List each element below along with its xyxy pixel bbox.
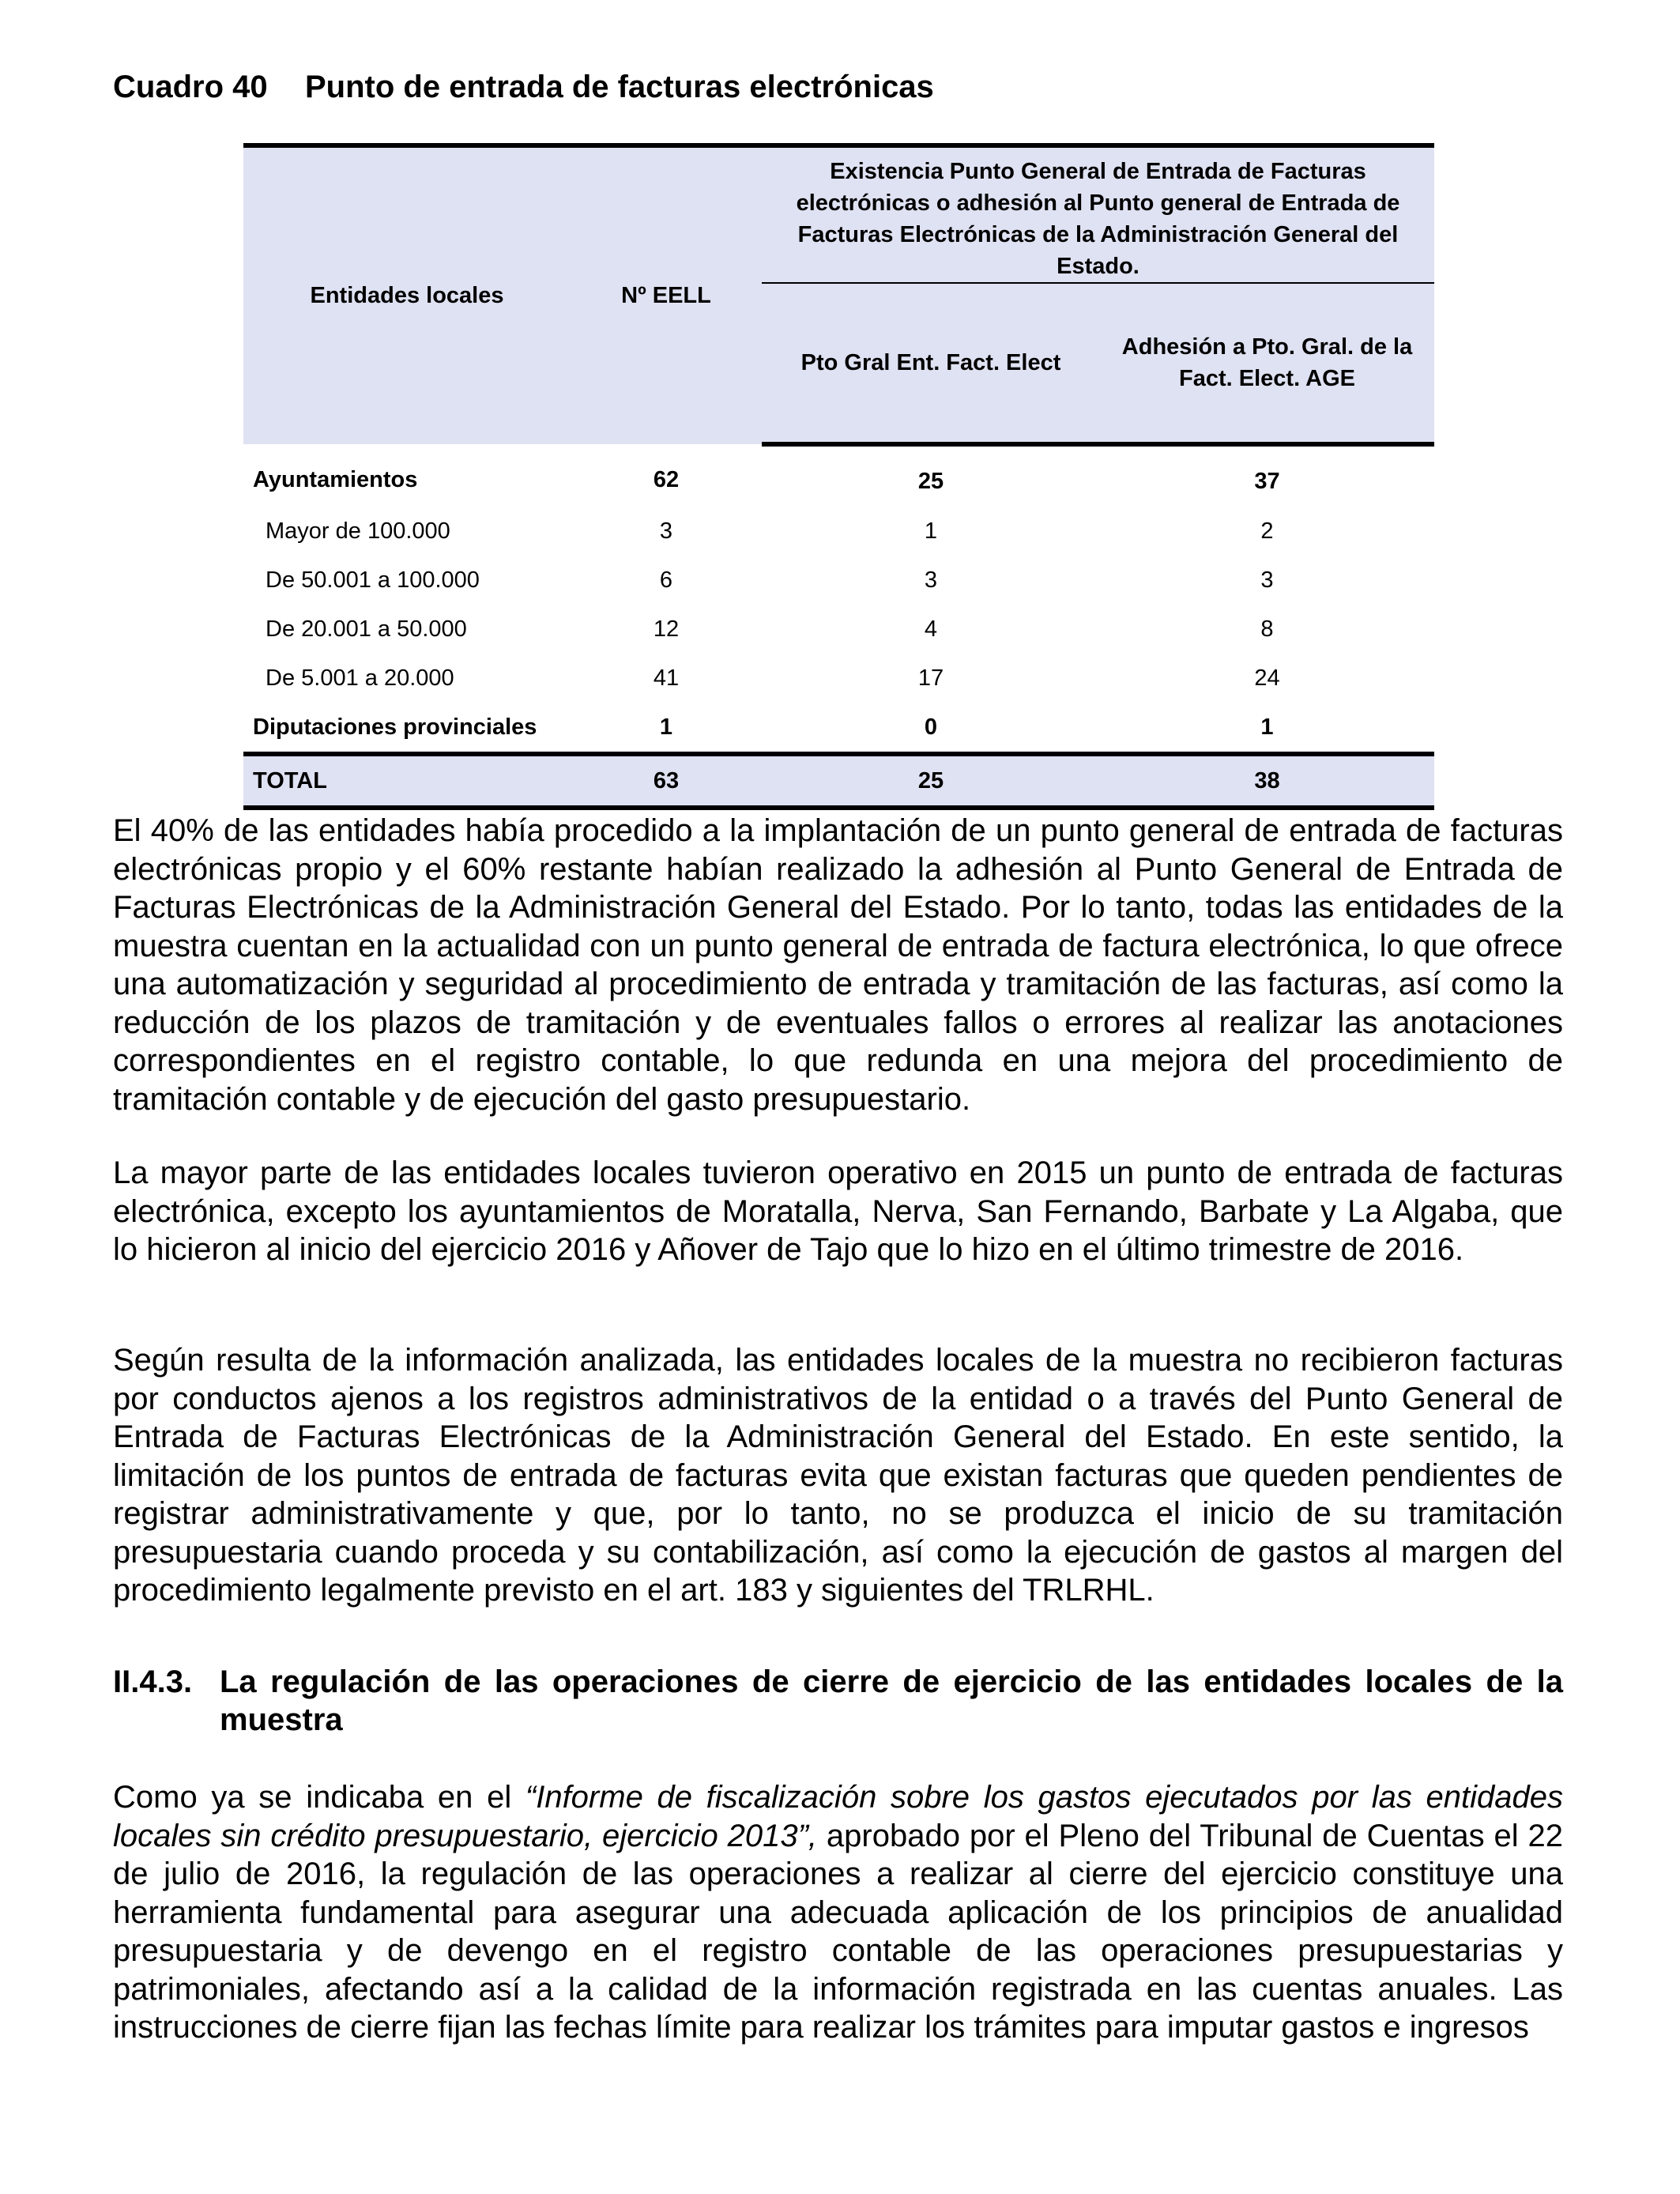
- cell-adh: 2: [1260, 518, 1274, 544]
- row-label: Mayor de 100.000: [266, 518, 450, 544]
- paragraph-cierre: [113, 1778, 1563, 2047]
- total-label: TOTAL: [243, 754, 571, 808]
- cell-n: 41: [653, 665, 680, 691]
- cell-n: 12: [653, 616, 680, 642]
- row-label: De 20.001 a 50.000: [266, 616, 467, 642]
- section-heading: [113, 1663, 1563, 1739]
- table-row: [243, 605, 1434, 654]
- cell-adh: 1: [1260, 714, 1274, 740]
- paragraph-operativo-2015: La mayor parte de las entidades locales tuvieron operativo en 2015 un punto de entrada de facturas electrónica, excepto los ayuntamientos de Moratalla, Nerva, San Fernando, Barbate y La Algaba, que lo hicieron al inicio del ejercicio 2016 y Añover de Tajo que lo hizo en el último trimestre de 2016.: [113, 1155, 1563, 1267]
- cell-n: 62: [653, 467, 680, 492]
- caption-title: Punto de entrada de facturas electrónicas: [305, 70, 934, 104]
- cell-pto: 4: [924, 616, 938, 642]
- cell-pto: 3: [924, 567, 938, 593]
- total-row: [243, 754, 1434, 808]
- row-label: Diputaciones provinciales: [253, 714, 537, 740]
- paragraph-registros: Según resulta de la información analizada, las entidades locales de la muestra no recibieron facturas por conductos ajenos a los registros administrativos de la entidad o a través del Punto General de Entrada de Facturas Electrónicas de la Administración General del Estado. En este sentido, la limitación de los puntos de entrada de facturas evita que existan facturas que queden pendientes de registrar administrativamente y que, por lo tanto, no se produzca el inicio de su tramitación presupuestaria cuando proceda y su contabilización, así como la ejecución de gastos al margen del procedimiento legalmente previsto en el art. 183 y siguientes del TRLRHL.: [113, 1343, 1563, 1608]
- section-number: II.4.3.: [113, 1664, 193, 1699]
- table-row: [243, 556, 1434, 605]
- cell-adh: 24: [1254, 665, 1280, 691]
- total-pto: 25: [762, 754, 1100, 808]
- caption-number: Cuadro 40: [113, 70, 268, 104]
- cell-pto: 17: [917, 665, 944, 691]
- row-label: De 50.001 a 100.000: [266, 567, 480, 593]
- header-adhesion: Adhesión a Pto. Gral. de la Fact. Elect. AGE: [1100, 283, 1434, 444]
- row-label: De 5.001 a 20.000: [266, 665, 454, 691]
- header-entidades: Entidades locales: [243, 145, 571, 444]
- cell-adh: 3: [1260, 567, 1274, 593]
- paragraph-cierre-start: Como ya se indicaba en el: [113, 1780, 525, 1815]
- header-pto-gral: Pto Gral Ent. Fact. Elect: [762, 283, 1100, 444]
- cell-adh: 8: [1260, 616, 1274, 642]
- paragraph-implantacion: El 40% de las entidades había procedido a la implantación de un punto general de entrada de facturas electrónicas propio y el 60% restante habían realizado la adhesión al Punto General de Entrada de Facturas Electrónicas de la Administración General del Estado. Por lo tanto, todas las entidades de la muestra cuentan en la actualidad con un punto general de entrada de factura electrónica, lo que ofrece una automatización y seguridad al procedimiento de entrada y tramitación de las facturas, así como la reducción de los plazos de tramitación y de eventuales fallos o errores al realizar las anotaciones correspondientes en el registro contable, lo que redunda en una mejora del procedimiento de tramitación contable y de ejecución del gasto presupuestario.: [113, 813, 1563, 1117]
- table-caption: [113, 70, 934, 105]
- cell-pto: 25: [917, 468, 944, 494]
- section-title: La regulación de las operaciones de cierre de ejercicio de las entidades locales de la muestra: [220, 1664, 1563, 1737]
- table-row: [243, 507, 1434, 556]
- table-row: [243, 703, 1434, 754]
- facturas-table: [243, 143, 1434, 810]
- paragraph-cierre-rest: aprobado por el Pleno del Tribunal de Cuentas el 22 de julio de 2016, la regulación de las operaciones a realizar al cierre del ejercicio constituye una herramienta fundamental para asegurar una adecuada aplicación de los principios de anualidad presupuestaria y de devengo en el registro contable de las operaciones presupuestarias y patrimoniales, afectando así a la calidad de la información registrada en las cuentas anuales. Las instrucciones de cierre fijan las fechas límite para realizar los trámites para imputar gastos e ingresos: [113, 1818, 1563, 2045]
- cell-n: 6: [659, 567, 673, 593]
- header-numero-eell: Nº EELL: [571, 145, 762, 444]
- cell-pto: 0: [924, 714, 938, 740]
- header-group-existencia: Existencia Punto General de Entrada de Facturas electrónicas o adhesión al Punto general de Entrada de Facturas Electrónicas de la Administración General del Estado.: [762, 145, 1434, 283]
- cell-adh: 37: [1254, 468, 1280, 494]
- table-row: [243, 654, 1434, 703]
- row-label: Ayuntamientos: [253, 467, 418, 492]
- report-title-citation: “Informe de fiscalización sobre los gastos ejecutados por las entidades locales sin crédito presupuestario, ejercicio 2013”,: [113, 1780, 1563, 1853]
- cell-pto: 1: [924, 518, 938, 544]
- total-n: 63: [571, 754, 762, 808]
- total-adh: 38: [1100, 754, 1434, 808]
- cell-n: 1: [659, 714, 673, 740]
- cell-n: 3: [659, 518, 673, 544]
- table-row: [243, 444, 1434, 507]
